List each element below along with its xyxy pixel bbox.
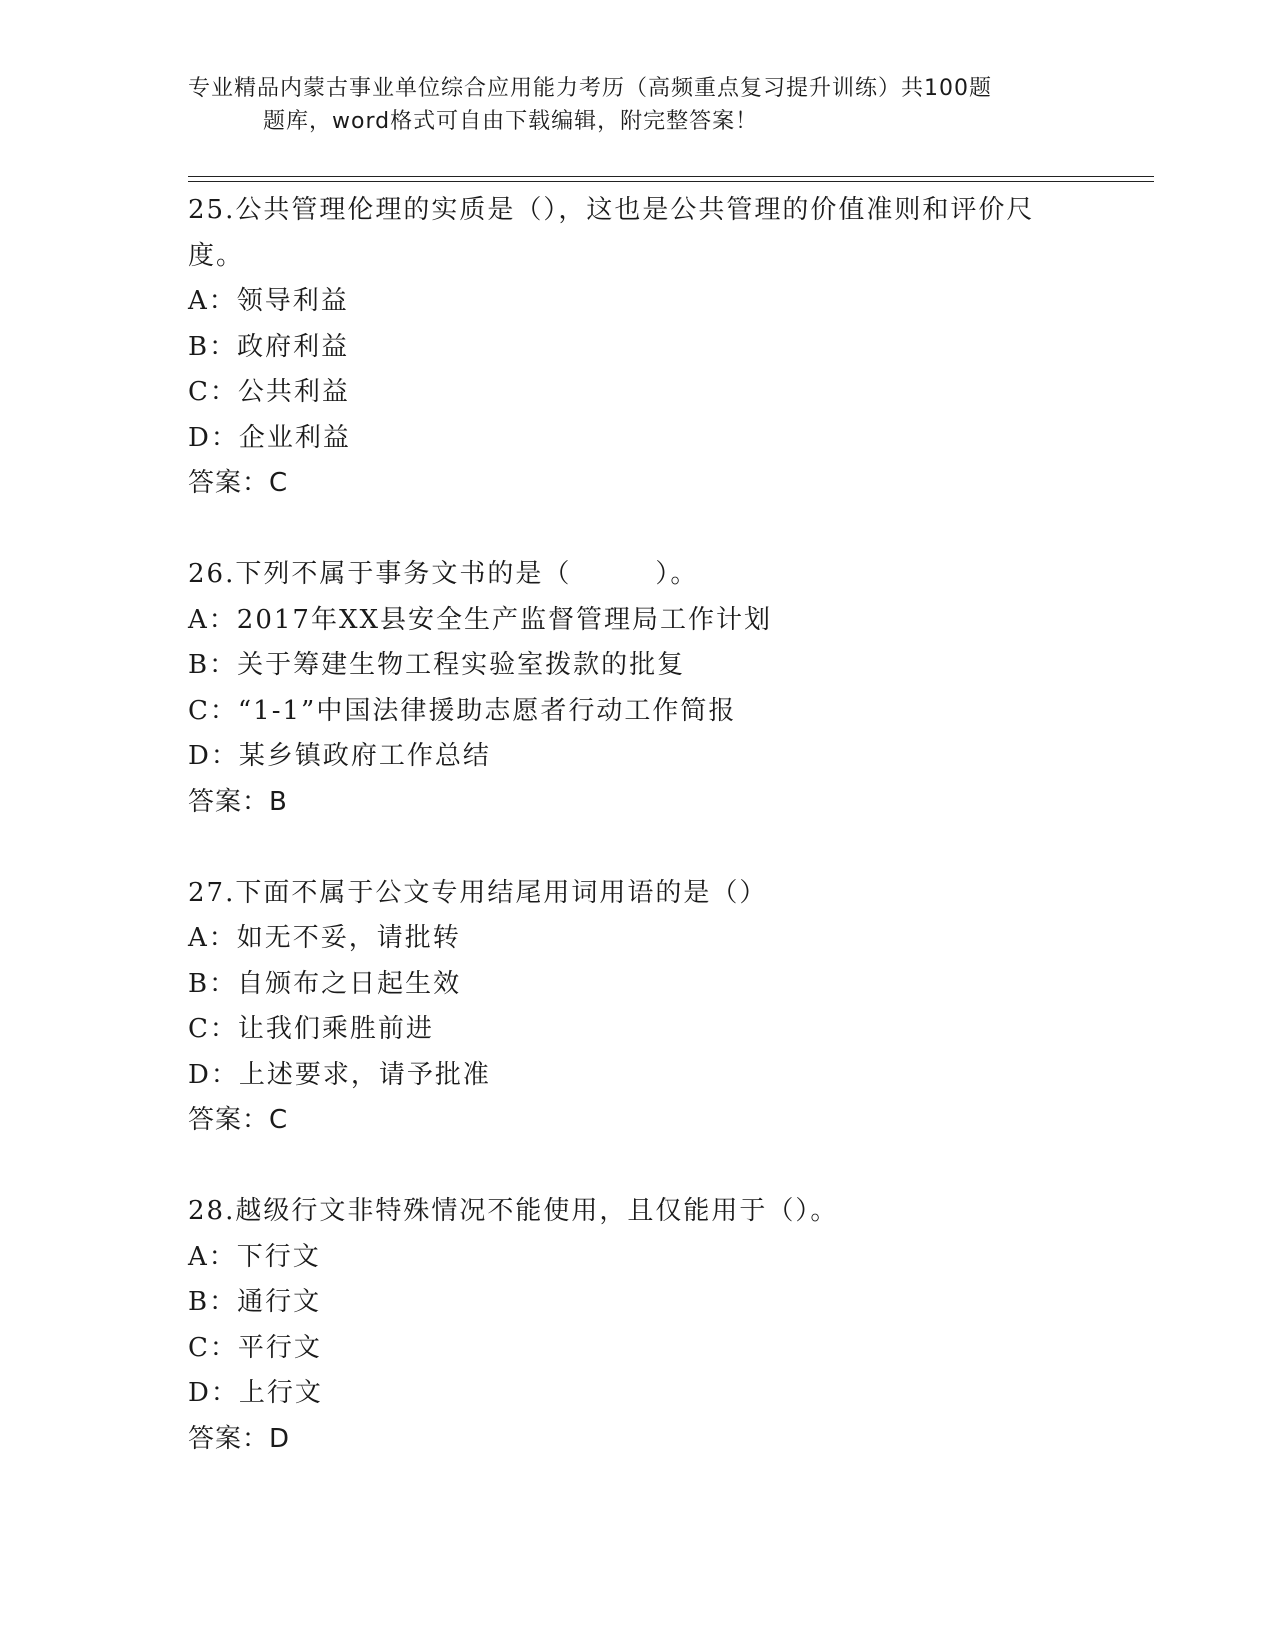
question-stem: 28.越级行文非特殊情况不能使用，且仅能用于（）。 — [188, 1196, 839, 1226]
question-stem: 25.公共管理伦理的实质是（），这也是公共管理的价值准则和评价尺 — [188, 195, 1035, 225]
option-d: D：上行文 — [188, 1378, 323, 1408]
spacer — [188, 825, 1088, 871]
option-c: C：让我们乘胜前进 — [188, 1014, 434, 1044]
option-a: A：领导利益 — [188, 286, 349, 316]
answer: 答案：C — [188, 468, 289, 498]
spacer — [188, 1144, 1088, 1190]
header-title-line-1: 专业精品内蒙古事业单位综合应用能力考历（高频重点复习提升训练）共100题 — [188, 76, 992, 101]
option-c: C：公共利益 — [188, 377, 350, 407]
question-28 — [188, 1189, 1088, 1462]
spacer — [188, 507, 1088, 553]
option-d: D：上述要求，请予批准 — [188, 1059, 491, 1090]
question-stem-continued: 度。 — [188, 240, 245, 271]
question-25 — [188, 188, 1088, 507]
option-c: C：平行文 — [188, 1332, 322, 1363]
question-list — [188, 188, 1088, 1462]
option-b: B：政府利益 — [188, 331, 350, 362]
option-d: D：某乡镇政府工作总结 — [188, 741, 491, 771]
question-26 — [188, 552, 1088, 825]
option-a: A：如无不妥，请批转 — [188, 923, 461, 953]
header-rule-thin — [188, 176, 1154, 177]
answer: 答案：C — [188, 1105, 289, 1135]
answer: 答案：B — [188, 786, 288, 817]
option-c: C：“1-1”中国法律援助志愿者行动工作简报 — [188, 695, 737, 726]
question-27 — [188, 871, 1088, 1144]
header-rule-thick — [188, 181, 1154, 182]
option-b: B：自颁布之日起生效 — [188, 968, 462, 999]
document-header — [188, 72, 1068, 138]
answer: 答案：D — [188, 1423, 291, 1454]
question-stem: 27.下面不属于公文专用结尾用词用语的是（） — [188, 877, 768, 908]
question-stem: 26.下列不属于事务文书的是（ ）。 — [188, 559, 699, 589]
option-b: B：关于筹建生物工程实验室拨款的批复 — [188, 650, 686, 680]
header-title-line-2: 题库，word格式可自由下载编辑，附完整答案！ — [263, 109, 759, 134]
option-a: A：下行文 — [188, 1241, 321, 1272]
option-a: A：2017年XX县安全生产监督管理局工作计划 — [188, 604, 772, 635]
option-b: B：通行文 — [188, 1287, 322, 1317]
option-d: D：企业利益 — [188, 422, 351, 453]
